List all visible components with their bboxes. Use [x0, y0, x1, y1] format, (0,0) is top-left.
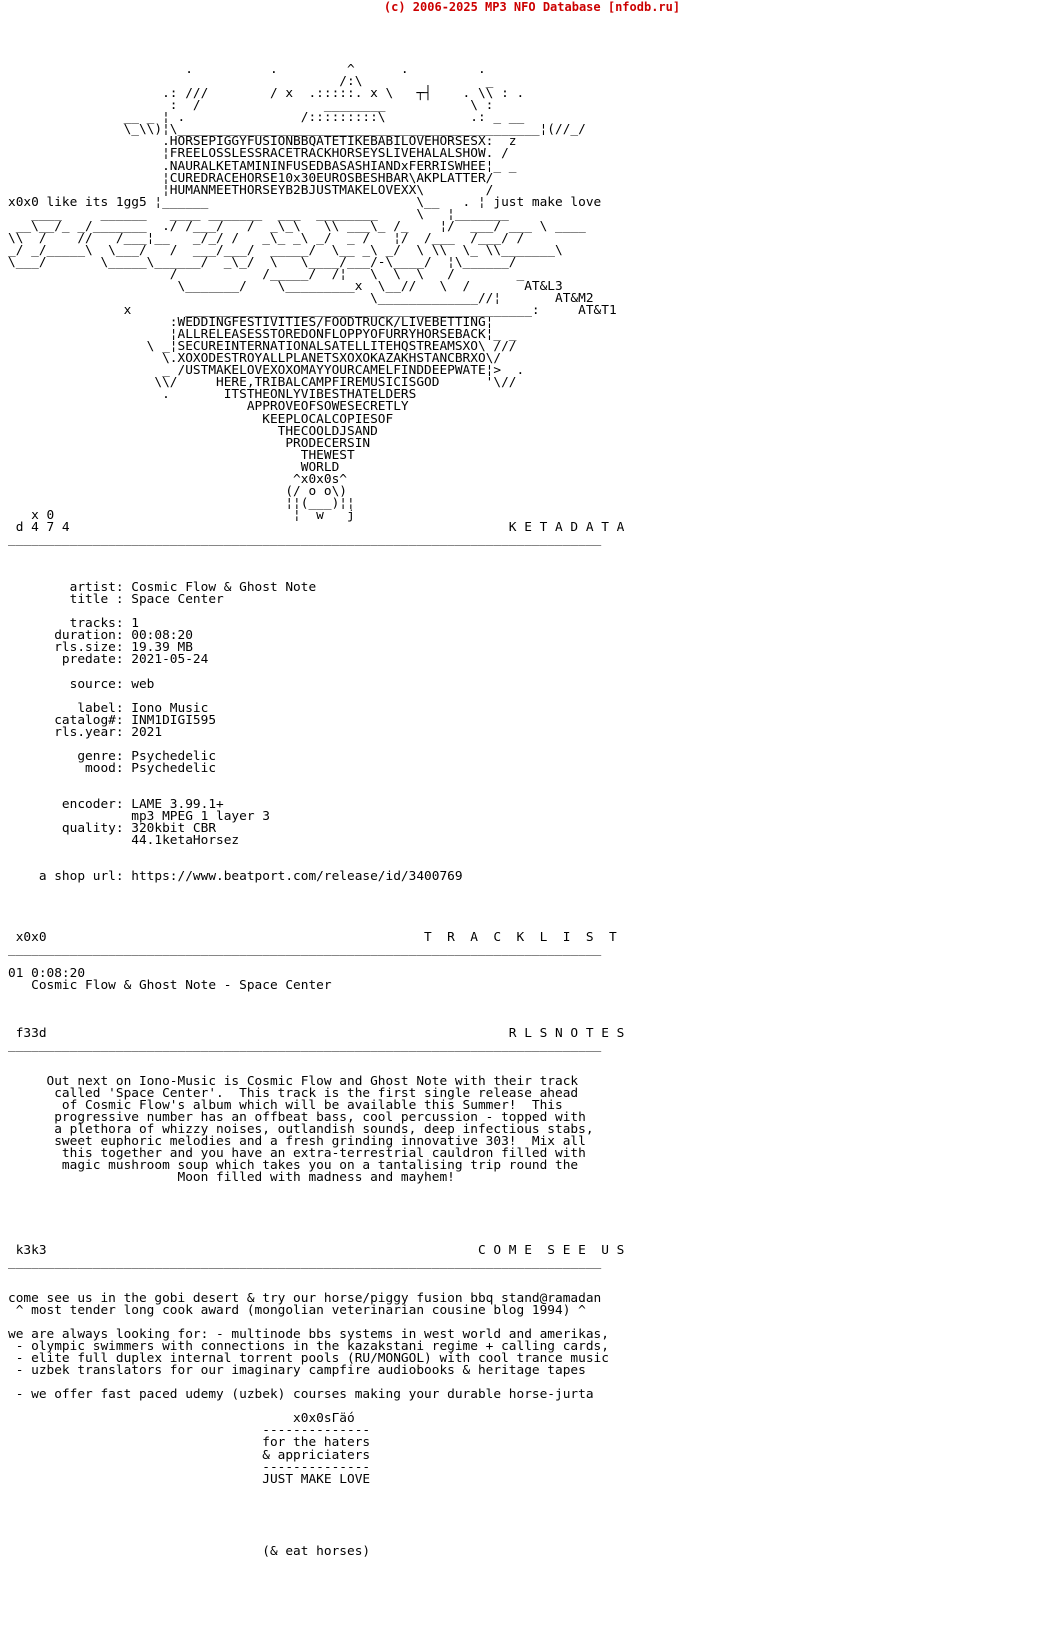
nfo-line: _____________________________________________________________________________ — [8, 531, 602, 547]
nfo-line: Cosmic Flow & Ghost Note - Space Center — [8, 977, 332, 993]
nfo-line: - elite full duplex internal torrent pools (RU/MONGOL) with cool trance music — [8, 1351, 609, 1367]
nfo-line: f33d R L S N O T E S — [8, 1025, 625, 1041]
nfo-line: _/ _/_____\ \___/ / ___/___/ _____/ \__ _\ _/ \ \\ \_ \\_______\ — [8, 242, 563, 258]
nfo-line: this together and you have an extra-terrestrial cauldron filled with — [8, 1146, 586, 1162]
nfo-line: come see us in the gobi desert & try our horse/piggy fusion bbq stand@ramadan — [8, 1290, 602, 1306]
nfo-line: of Cosmic Flow's album which will be available this Summer! This — [8, 1098, 563, 1114]
nfo-line: THEWEST — [8, 447, 355, 463]
nfo-line: mood: Psychedelic — [8, 760, 217, 776]
nfo-line: x0x0 T R A C K L I S T — [8, 929, 617, 945]
nfo-line: \.XOXODESTROYALLPLANETSXOXOKAZAKHSTANCBRXO\/ — [8, 351, 502, 367]
nfo-line: magic mushroom soup which takes you on a tantalising trip round the — [8, 1158, 579, 1174]
nfo-line: x 0 ¦ w j — [8, 507, 355, 523]
nfo-line: _____________________________________________________________________________ — [8, 941, 602, 957]
nfo-line: ¦¦(___)¦¦ — [8, 495, 355, 511]
nfo-line: _ /USTMAKELOVEXOXOMAYYOURCAMELFINDDEEPWATE¦> . — [8, 363, 525, 379]
nfo-line: Moon filled with madness and mayhem! — [8, 1170, 455, 1186]
nfo-line: for the haters — [8, 1435, 371, 1451]
nfo-line: x _____________________________________________: AT&T1 — [8, 303, 617, 319]
nfo-line: \_______/ \_________x \__// \ / AT&L3 — [8, 278, 563, 294]
nfo-line: \_\\)¦\_______________________________________________¦(//_/ — [8, 122, 586, 138]
nfo-line: ____ ______ ____ _______ ___ ________ \ ¦_______ — [8, 206, 509, 222]
nfo-line: artist: Cosmic Flow & Ghost Note — [8, 580, 317, 596]
nfo-line: x0x0sГäó — [8, 1411, 355, 1427]
nfo-line: tracks: 1 — [8, 616, 139, 632]
nfo-line: duration: 00:08:20 — [8, 628, 193, 644]
nfo-line: JUST MAKE LOVE — [8, 1471, 371, 1487]
nfo-line: :WEDDINGFESTIVITIES/FOODTRUCK/LIVEBETTING¦ — [8, 315, 494, 331]
nfo-line: 01 0:08:20 — [8, 965, 86, 981]
nfo-line: sweet euphoric melodies and a fresh grinding innovative 303! Mix all — [8, 1134, 586, 1150]
nfo-line: .NAURALKETAMININFUSEDBASASHIANDxFERRISWHEE¦_ _ — [8, 158, 517, 174]
nfo-line: label: Iono Music — [8, 700, 209, 716]
nfo-line: k3k3 C O M E S E E U S — [8, 1242, 625, 1258]
nfo-line: (/ o o\) — [8, 483, 347, 499]
nfo-line: __ _ ¦ . /:::::::::\ .: _ __ — [8, 110, 525, 126]
site-copyright-header: (c) 2006-2025 MP3 NFO Database [nfodb.ru] — [383, 0, 681, 14]
nfo-line: we are always looking for: - multinode bbs systems in west world and amerikas, — [8, 1327, 609, 1343]
nfo-line: ¦CUREDRACEHORSE10x30EUROSBESHBAR\AKPLATTER/ — [8, 170, 494, 186]
nfo-line: - uzbek translators for our imaginary campfire audiobooks & heritage tapes — [8, 1363, 586, 1379]
nfo-line: _____________________________________________________________________________ — [8, 1254, 602, 1270]
nfo-line: -------------- — [8, 1423, 371, 1439]
nfo-line: -------------- — [8, 1459, 371, 1475]
nfo-line: WORLD — [8, 459, 340, 475]
nfo-line: ¦FREELOSSLESSRACETRACKHORSEYSLIVEHALALSHOW. / — [8, 146, 509, 162]
nfo-line: called 'Space Center'. This track is the first single release ahead — [8, 1086, 579, 1102]
nfo-line: APPROVEOFSOWESECRETLY — [8, 399, 409, 415]
nfo-line: / /_____/ /¦ \ \ \ / _ — [8, 266, 525, 282]
nfo-line: mp3 MPEG 1 layer 3 — [8, 809, 270, 825]
nfo-line: \ _¦SECUREINTERNATIONALSATELLITEHQSTREAMSXO\ /// — [8, 339, 517, 355]
nfo-line: x0x0 like its 1gg5 ¦______ \__ . ¦ just make love — [8, 194, 602, 210]
nfo-line: predate: 2021-05-24 — [8, 652, 209, 668]
nfo-line: .HORSEPIGGYFUSIONBBQATETIKEBABILOVEHORSESX: z — [8, 134, 517, 150]
nfo-line: ¦ALLRELEASESSTOREDONFLOPPYOFURRYHORSEBACK¦_ _ — [8, 327, 517, 343]
nfo-line: rls.size: 19.39 MB — [8, 640, 193, 656]
nfo-line: \_____________//¦ AT&M2 — [8, 291, 594, 307]
nfo-line: encoder: LAME 3.99.1+ — [8, 797, 224, 812]
nfo-line: _____________________________________________________________________________ — [8, 1037, 602, 1053]
nfo-line: - we offer fast paced udemy (uzbek) courses making your durable horse-jurta — [8, 1387, 594, 1403]
nfo-line: genre: Psychedelic — [8, 748, 217, 764]
nfo-line: source: web — [8, 676, 155, 692]
nfo-line: . ITSTHEONLYVIBESTHATELDERS — [8, 387, 417, 403]
nfo-line: & appriciaters — [8, 1447, 371, 1463]
nfo-line: __\__/_ _/_______ ./ /___/ / _\_\ \\ ___\_ /_ ¦/ ___/ ___ \ ____ — [8, 218, 586, 234]
nfo-line: rls.year: 2021 — [8, 724, 163, 740]
nfo-line: - olympic swimmers with connections in the kazakstani regime + calling cards, — [8, 1339, 609, 1355]
nfo-line: a plethora of whizzy noises, outlandish sounds, deep infectious stabs, — [8, 1122, 594, 1138]
nfo-line: THECOOLDJSAND — [8, 423, 378, 439]
nfo-line: \\ / // /___¦__ _/_/ / _\_ _\ _/ _ / ¦/ /___ /___/ / — [8, 230, 525, 246]
nfo-line: . . ^ . . — [8, 62, 486, 78]
nfo-line: quality: 320kbit CBR — [8, 821, 217, 837]
nfo-line: KEEPLOCALCOPIESOF — [8, 411, 394, 427]
nfo-line: /:\ _ — [8, 74, 494, 90]
nfo-line: d 4 7 4 K E T A D A T A — [8, 519, 625, 535]
nfo-line: PRODECERSIN — [8, 435, 371, 451]
nfo-text-block — [8, 28, 624, 1558]
nfo-line: ^ most tender long cook award (mongolian veterinarian cousine blog 1994) ^ — [8, 1302, 586, 1318]
nfo-line: (& eat horses) — [8, 1543, 371, 1559]
nfo-line: 44.1ketaHorsez — [8, 833, 240, 849]
nfo-line: ¦HUMANMEETHORSEYB2BJUSTMAKELOVEXX\ / — [8, 182, 494, 198]
nfo-line: progressive number has an offbeat bass, cool percussion - topped with — [8, 1110, 586, 1126]
nfo-line: \\/ HERE,TRIBALCAMPFIREMUSICISGOD '\// — [8, 375, 517, 391]
nfo-line: ^x0x0s^ — [8, 471, 347, 487]
nfo-line: .: /// / x .:::::. x \ ┬┤ . \\ : . — [8, 86, 525, 102]
nfo-line: Out next on Iono-Music is Cosmic Flow and Ghost Note with their track — [8, 1074, 579, 1090]
nfo-line: a shop url: https://www.beatport.com/release/id/3400769 — [8, 869, 463, 885]
nfo-line: \___/ \_____\______/ _\_/ \ \____/___/-\____/ ¦\______/ — [8, 254, 517, 270]
nfo-line: title : Space Center — [8, 592, 224, 608]
nfo-line: : / ________ \ : — [8, 98, 494, 114]
nfo-line: catalog#: INM1DIGI595 — [8, 712, 217, 728]
